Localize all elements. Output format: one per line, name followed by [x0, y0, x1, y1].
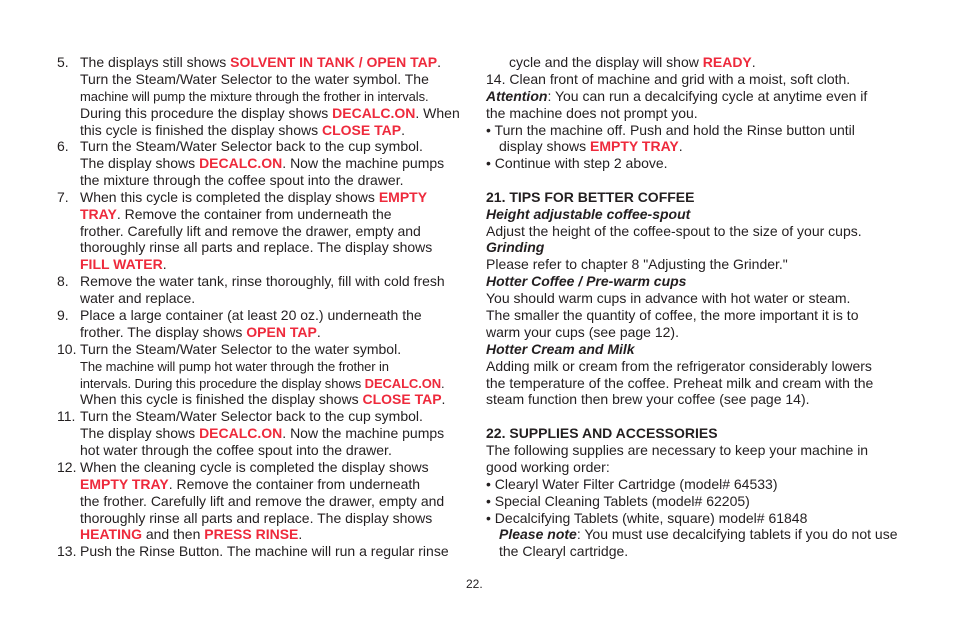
supplies-intro-line-1: The following supplies are necessary to keep your machine in	[486, 442, 869, 458]
subheading-coffee-spout: Height adjustable coffee-spout	[486, 206, 691, 222]
hotter-coffee-line-1: You should warm cups in advance with hot water or steam.	[486, 290, 851, 306]
hotter-coffee-line-3: warm your cups (see page 12).	[486, 324, 679, 340]
step-11-line-3: hot water through the coffee spout into the drawer.	[80, 442, 392, 458]
step-5-line-4: During this procedure the display shows DECALC.ON. When	[80, 105, 460, 121]
step-10-line-2: The machine will pump hot water through the frother in	[80, 359, 389, 374]
bullet-turn-off-line-2: display shows EMPTY TRAY.	[499, 138, 683, 154]
subheading-grinding: Grinding	[486, 239, 545, 255]
step-6-line-2: The display shows DECALC.ON. Now the machine pumps	[80, 155, 445, 171]
step-7-line-5: FILL WATER.	[80, 256, 167, 272]
step-13-continued: cycle and the display will show READY.	[509, 54, 756, 70]
coffee-spout-text: Adjust the height of the coffee-spout to the size of your cups.	[486, 223, 862, 239]
step-12-line-4: thoroughly rinse all parts and replace. The display shows	[80, 510, 433, 526]
hotter-coffee-line-2: The smaller the quantity of coffee, the more important it is to	[486, 307, 859, 323]
step-7-number: 7.	[57, 189, 69, 205]
step-10-line-4: When this cycle is finished the display shows CLOSE TAP.	[80, 391, 446, 407]
step-6-line-1: Turn the Steam/Water Selector back to the cup symbol.	[80, 138, 423, 154]
please-note-line-2: the Clearyl cartridge.	[499, 543, 629, 559]
please-note-line-1: Please note: You must use decalcifying tablets if you do not use	[499, 526, 898, 542]
step-12-line-3: the frother. Carefully lift and remove the drawer, empty and	[80, 493, 445, 509]
step-5-number: 5.	[57, 54, 69, 70]
attention-line-1: Attention: You can run a decalcifying cycle at anytime even if	[486, 88, 868, 104]
hotter-cream-line-2: the temperature of the coffee. Preheat milk and cream with the	[486, 375, 874, 391]
supply-item-decalcifying-tablets: • Decalcifying Tablets (white, square) model# 61848	[486, 510, 808, 526]
step-13-line-1: Push the Rinse Button. The machine will run a regular rinse	[80, 543, 449, 559]
step-5-line-5: this cycle is finished the display shows CLOSE TAP.	[80, 122, 405, 138]
step-13-number: 13.	[57, 543, 77, 559]
step-6-number: 6.	[57, 138, 69, 154]
step-5-line-2: Turn the Steam/Water Selector to the water symbol. The	[80, 71, 429, 87]
step-12-number: 12.	[57, 459, 77, 475]
bullet-turn-off-line-1: • Turn the machine off. Push and hold the Rinse button until	[486, 122, 855, 138]
subheading-hotter-coffee: Hotter Coffee / Pre-warm cups	[486, 273, 687, 289]
step-6-line-3: the mixture through the coffee spout into the drawer.	[80, 172, 404, 188]
bullet-continue: • Continue with step 2 above.	[486, 155, 668, 171]
hotter-cream-line-1: Adding milk or cream from the refrigerator considerably lowers	[486, 358, 872, 374]
attention-line-2: the machine does not prompt you.	[486, 105, 698, 121]
step-8-number: 8.	[57, 273, 69, 289]
supplies-intro-line-2: good working order:	[486, 459, 610, 475]
step-8-line-1: Remove the water tank, rinse thoroughly, fill with cold fresh	[80, 273, 445, 289]
section-22-heading: 22. SUPPLIES AND ACCESSORIES	[486, 425, 718, 441]
step-7-line-1: When this cycle is completed the display shows EMPTY	[80, 189, 428, 205]
step-12-line-1: When the cleaning cycle is completed the display shows	[80, 459, 429, 475]
step-8-line-2: water and replace.	[80, 290, 196, 306]
section-21-heading: 21. TIPS FOR BETTER COFFEE	[486, 189, 695, 205]
step-11-number: 11.	[57, 408, 76, 424]
step-5-line-1: The displays still shows SOLVENT IN TANK / OPEN TAP.	[80, 54, 441, 70]
supply-item-cleaning-tablets: • Special Cleaning Tablets (model# 62205)	[486, 493, 750, 509]
supply-item-water-filter: • Clearyl Water Filter Cartridge (model# 64533)	[486, 476, 778, 492]
step-12-line-5: HEATING and then PRESS RINSE.	[80, 526, 303, 542]
step-10-line-3: intervals. During this procedure the display shows DECALC.ON.	[80, 376, 445, 391]
step-10-number: 10.	[57, 341, 77, 357]
step-11-line-1: Turn the Steam/Water Selector back to the cup symbol.	[80, 408, 423, 424]
step-5-line-3: machine will pump the mixture through the frother in intervals.	[80, 89, 429, 104]
page-number: 22.	[466, 577, 483, 591]
step-9-number: 9.	[57, 307, 69, 323]
step-7-line-4: thoroughly rinse all parts and replace. The display shows	[80, 239, 433, 255]
step-14: 14. Clean front of machine and grid with a moist, soft cloth.	[486, 71, 851, 87]
step-11-line-2: The display shows DECALC.ON. Now the machine pumps	[80, 425, 445, 441]
step-7-line-2: TRAY. Remove the container from underneath the	[80, 206, 392, 222]
subheading-hotter-cream: Hotter Cream and Milk	[486, 341, 635, 357]
step-10-line-1: Turn the Steam/Water Selector to the water symbol.	[80, 341, 402, 357]
step-12-line-2: EMPTY TRAY. Remove the container from underneath	[80, 476, 421, 492]
step-9-line-1: Place a large container (at least 20 oz.) underneath the	[80, 307, 422, 323]
step-7-line-3: frother. Carefully lift and remove the drawer, empty and	[80, 223, 421, 239]
hotter-cream-line-3: steam function then brew your coffee (see page 14).	[486, 391, 810, 407]
grinding-text: Please refer to chapter 8 "Adjusting the Grinder."	[486, 256, 788, 272]
step-9-line-2: frother. The display shows OPEN TAP.	[80, 324, 321, 340]
